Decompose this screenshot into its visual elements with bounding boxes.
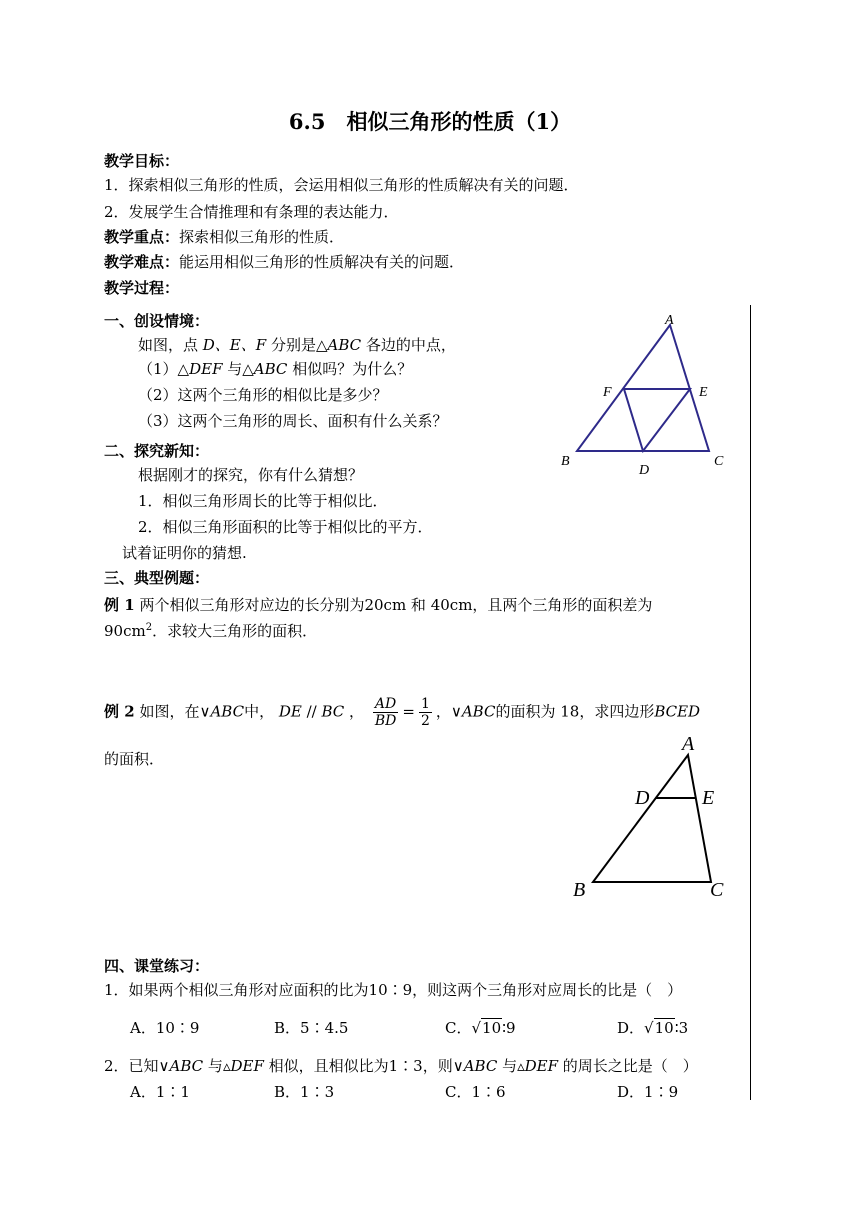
- objective-2: 2．发展学生合情推理和有条理的表达能力．: [104, 203, 399, 221]
- section2-heading: 二、探究新知：: [104, 442, 210, 460]
- text: 各边的中点，: [361, 336, 456, 354]
- quadrilateral-name: BCED: [654, 702, 701, 721]
- example-1: [104, 594, 652, 615]
- text: 的面积为 18，求四边形: [495, 702, 655, 721]
- practice-question-2: [104, 1055, 698, 1076]
- section2-line4: 试着证明你的猜想.: [122, 544, 247, 562]
- example-1-cont: [104, 620, 317, 641]
- figure-parallel-triangle: [560, 728, 740, 903]
- text: （1）△: [138, 360, 190, 378]
- triangle-symbol: ▵: [517, 1057, 525, 1075]
- text: ．求较大三角形的面积．: [152, 622, 318, 640]
- text: ∶3: [674, 1019, 689, 1037]
- key-point-text: 探索相似三角形的性质．: [179, 228, 345, 246]
- text: ，∨: [435, 702, 462, 721]
- q1-option-d: [617, 1017, 688, 1038]
- ratio-fraction: [373, 696, 399, 729]
- points: D、E、F: [202, 336, 267, 354]
- triangle-name: ABC: [169, 1057, 204, 1075]
- section1-intro: [138, 334, 456, 355]
- key-point-label: 教学重点：: [104, 228, 180, 246]
- triangle-name: DEF: [230, 1057, 264, 1075]
- example-2: [104, 696, 700, 729]
- figure-midpoint-triangle: [555, 310, 745, 480]
- option-letter: D．: [617, 1019, 645, 1037]
- q1-option-c: [445, 1017, 516, 1038]
- label-a: A: [682, 733, 695, 755]
- triangle-symbol: ▵: [222, 1057, 231, 1075]
- example-label: 例 2: [104, 702, 135, 721]
- section3-heading: 三、典型例题：: [104, 569, 210, 587]
- objectives-heading: 教学目标：: [104, 152, 180, 170]
- numerator: AD: [373, 696, 399, 713]
- section2-line3: 2．相似三角形面积的比等于相似比的平方．: [138, 518, 433, 536]
- radicand: 10: [654, 1019, 674, 1037]
- label-a: A: [665, 313, 674, 328]
- section1-heading: 一、创设情境：: [104, 312, 210, 330]
- text: 相似吗？为什么？: [287, 360, 413, 378]
- text: 如图，点: [138, 336, 203, 354]
- text: 与: [203, 1057, 223, 1075]
- denominator: 2: [420, 713, 430, 729]
- label-d: D: [639, 463, 650, 478]
- triangle-name: ABC: [463, 1057, 498, 1075]
- denominator: BD: [374, 713, 397, 729]
- q1-option-b: B．5∶4.5: [274, 1019, 349, 1037]
- triangle-name: ABC: [461, 702, 496, 721]
- text: 分别是△: [266, 336, 328, 354]
- half-fraction: [419, 696, 432, 729]
- section2-line1: 根据刚才的探究，你有什么猜想？: [138, 466, 364, 484]
- area-value: 90cm: [104, 622, 146, 640]
- label-e: E: [699, 385, 708, 400]
- q2-option-c: C．1∶6: [445, 1083, 506, 1101]
- q2-option-d: D．1∶9: [617, 1083, 679, 1101]
- section4-heading: 四、课堂练习：: [104, 957, 210, 975]
- parallel-sign: //: [301, 702, 322, 721]
- difficulty-label: 教学难点：: [104, 253, 180, 271]
- sqrt-expression: √10: [644, 1019, 674, 1037]
- text: 的周长之比是（ ）: [558, 1057, 698, 1075]
- segment-de: DE: [278, 702, 302, 721]
- triangle-name: DEF: [189, 360, 223, 378]
- text: 与△: [222, 360, 254, 378]
- q2-option-a: A．1∶1: [130, 1083, 190, 1101]
- triangle-abc: [593, 755, 711, 882]
- text: ∶9: [502, 1019, 516, 1037]
- q2-option-b: B．1∶3: [274, 1083, 335, 1101]
- question-2: （2）这两个三角形的相似比是多少？: [138, 386, 388, 404]
- process-heading: 教学过程：: [104, 279, 180, 297]
- numerator: 1: [420, 696, 430, 712]
- example-2-cont: 的面积．: [104, 750, 165, 768]
- margin-rule: [750, 305, 751, 1100]
- label-b: B: [561, 454, 570, 469]
- q1-option-a: A．10∶9: [130, 1019, 200, 1037]
- triangle-name: ABC: [210, 702, 245, 721]
- difficulty: [104, 251, 464, 272]
- practice-question-1: 1．如果两个相似三角形对应面积的比为10∶9，则这两个三角形对应周长的比是（ ）: [104, 981, 683, 999]
- text: 2．已知∨: [104, 1057, 170, 1075]
- page-title: 6.5 相似三角形的性质（1）: [288, 109, 572, 134]
- sqrt-expression: √10: [471, 1019, 502, 1037]
- text: 与: [497, 1057, 518, 1075]
- triangle-name: ABC: [327, 336, 362, 354]
- text: 相似，且相似比为1∶3，则∨: [263, 1057, 464, 1075]
- question-3: （3）这两个三角形的周长、面积有什么关系？: [138, 412, 448, 430]
- question-1: [138, 358, 412, 379]
- triangle-def: [624, 389, 690, 451]
- option-letter: C．: [445, 1019, 472, 1037]
- text: 两个相似三角形对应边的长分别为20cm 和 40cm，且两个三角形的面积差为: [139, 596, 653, 614]
- key-point: [104, 226, 344, 247]
- section2-line2: 1．相似三角形周长的比等于相似比．: [138, 492, 388, 510]
- superscript: 2: [145, 622, 153, 633]
- label-c: C: [714, 454, 724, 469]
- example-label: 例 1: [104, 596, 135, 614]
- text: 如图，在∨: [139, 702, 211, 721]
- text: 中，: [244, 702, 275, 721]
- segment-bc: BC: [321, 702, 345, 721]
- triangle-name: ABC: [253, 360, 288, 378]
- label-b: B: [573, 879, 586, 901]
- label-f: F: [603, 385, 612, 400]
- label-c: C: [710, 879, 724, 901]
- difficulty-text: 能运用相似三角形的性质解决有关的问题．: [179, 253, 465, 271]
- label-d: D: [635, 787, 650, 809]
- label-e: E: [702, 787, 715, 809]
- triangle-name: DEF: [524, 1057, 559, 1075]
- radicand: 10: [482, 1019, 502, 1037]
- text: ，: [344, 702, 365, 721]
- equals: =: [402, 702, 415, 721]
- objective-1: 1．探索相似三角形的性质，会运用相似三角形的性质解决有关的问题．: [104, 176, 579, 194]
